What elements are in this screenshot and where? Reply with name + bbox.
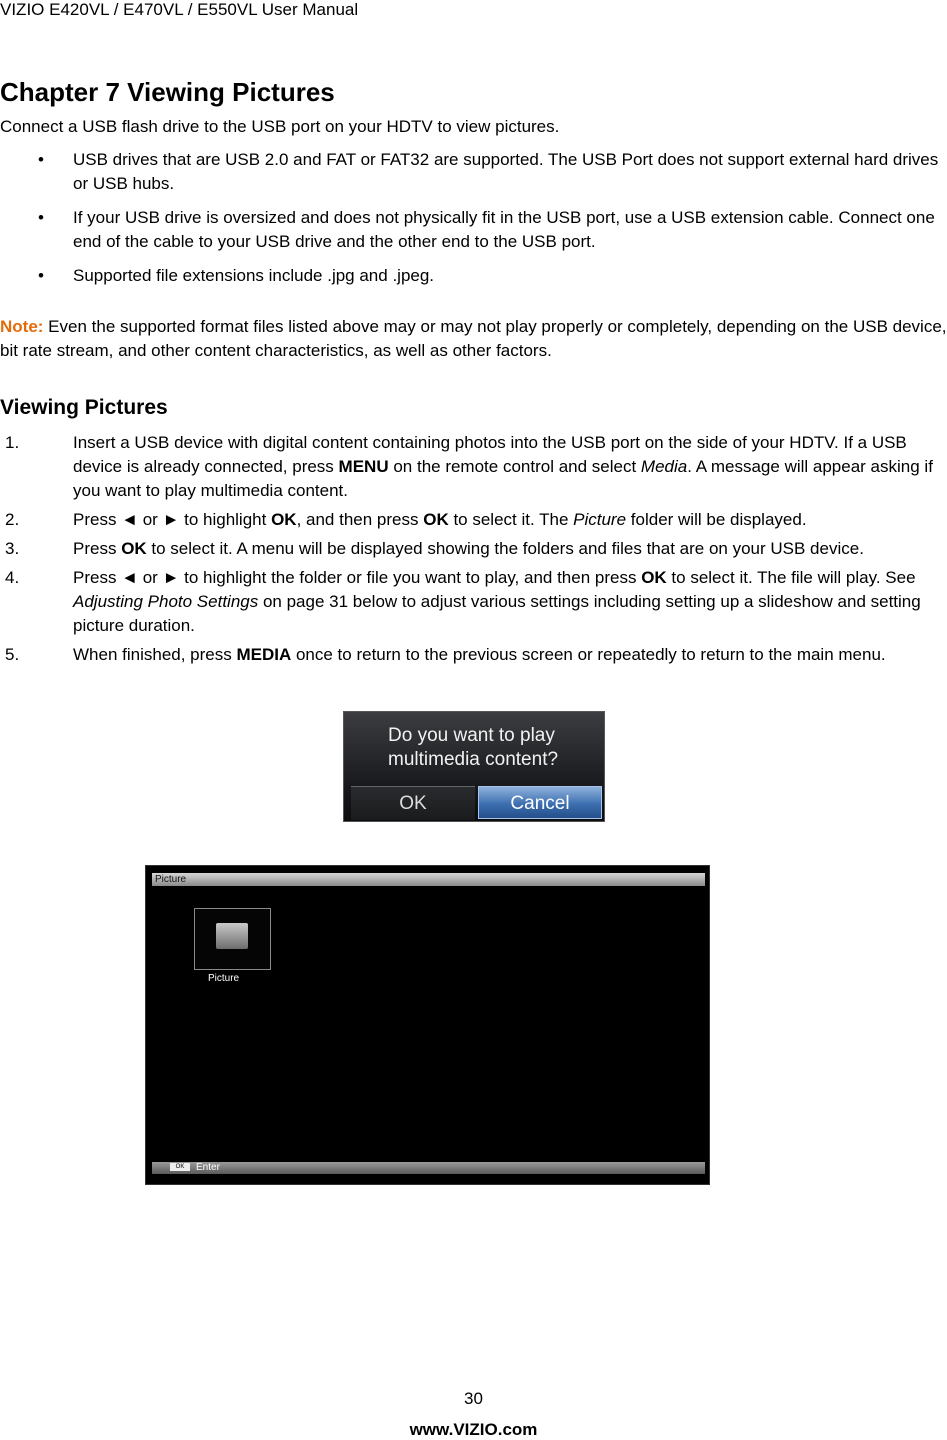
bullet-icon: • <box>38 266 44 285</box>
step-item <box>0 508 947 532</box>
note-paragraph <box>0 315 947 363</box>
step-text: Press <box>73 539 122 558</box>
page-number: 30 <box>464 1389 483 1408</box>
enter-hint: Enter <box>196 1162 220 1173</box>
list-item <box>0 206 947 254</box>
picture-browser-screen <box>145 865 710 1185</box>
step-text: to select it. The <box>448 510 574 529</box>
step-text: Press ◄ or ► to highlight <box>73 510 272 529</box>
step-item <box>0 643 947 667</box>
menu-key-label: MENU <box>338 457 389 476</box>
list-item-text: If your USB drive is oversized and does not physically fit in the USB port, use a USB extension cable. Connect one end of the cable to your USB drive and the other end to the USB port. <box>73 208 935 251</box>
ok-key-label: OK <box>641 568 667 587</box>
requirements-list <box>0 148 947 298</box>
step-number: 1. <box>5 433 20 452</box>
step-text: , and then press <box>296 510 424 529</box>
step-text: . A message will appear asking if you want to play multimedia content. <box>73 457 933 500</box>
step-number: 5. <box>5 645 20 664</box>
dialog-message-line: multimedia content? <box>388 749 559 770</box>
cancel-button[interactable]: Cancel <box>478 786 602 819</box>
folder-label: Picture <box>208 973 240 984</box>
list-item-text: USB drives that are USB 2.0 and FAT or FAT32 are supported. The USB Port does not support external hard drives or USB hubs. <box>73 150 939 193</box>
bullet-icon: • <box>38 208 44 227</box>
list-item-text: Supported file extensions include .jpg and .jpeg. <box>73 266 435 285</box>
bullet-icon: • <box>38 150 44 169</box>
ok-key-icon: OK <box>170 1163 190 1171</box>
media-menu-term: Media <box>640 457 688 476</box>
note-label: Note: <box>0 317 44 336</box>
list-item <box>0 264 947 288</box>
step-number: 3. <box>5 539 20 558</box>
media-key-label: MEDIA <box>236 645 292 664</box>
footer-url: www.VIZIO.com <box>409 1420 538 1439</box>
ok-key-label: OK <box>423 510 449 529</box>
step-text: When finished, press <box>73 645 237 664</box>
screen-hint-bar <box>152 1162 705 1174</box>
step-text: folder will be displayed. <box>626 510 807 529</box>
step-text: once to return to the previous screen or repeatedly to return to the main menu. <box>291 645 886 664</box>
steps-list <box>0 431 947 672</box>
step-text: to select it. A menu will be displayed showing the folders and files that are on your USB device. <box>146 539 864 558</box>
folder-icon <box>216 923 248 949</box>
section-title: Viewing Pictures <box>0 396 168 419</box>
step-text: on page 31 below to adjust various settings including setting up a slideshow and setting picture duration. <box>73 592 921 635</box>
ok-key-label: OK <box>121 539 147 558</box>
note-text: Even the supported format files listed above may or may not play properly or completely, depending on the USB device, bit rate stream, and other content characteristics, as well as other factors. <box>0 317 947 360</box>
screen-title-bar: Picture <box>152 873 705 886</box>
step-item <box>0 537 947 561</box>
ok-button[interactable]: OK <box>351 786 475 820</box>
dialog-message-line: Do you want to play <box>388 725 555 746</box>
step-item <box>0 431 947 503</box>
dialog-message <box>388 724 558 772</box>
step-text: on the remote control and select <box>388 457 641 476</box>
manual-header: VIZIO E420VL / E470VL / E550VL User Manual <box>0 0 359 19</box>
picture-folder-tile[interactable] <box>194 908 271 970</box>
chapter-intro: Connect a USB flash drive to the USB port on your HDTV to view pictures. <box>0 117 560 136</box>
ok-key-label: OK <box>271 510 297 529</box>
step-text: Press ◄ or ► to highlight the folder or file you want to play, and then press <box>73 568 642 587</box>
step-text: to select it. The file will play. See <box>666 568 916 587</box>
multimedia-prompt-dialog <box>343 711 605 822</box>
step-number: 2. <box>5 510 20 529</box>
picture-folder-term: Picture <box>573 510 627 529</box>
cross-reference: Adjusting Photo Settings <box>73 592 259 611</box>
step-text: Insert a USB device with digital content containing photos into the USB port on the side of your HDTV. If a USB device is already connected, press <box>73 433 907 476</box>
step-item <box>0 566 947 638</box>
list-item <box>0 148 947 196</box>
chapter-title: Chapter 7 Viewing Pictures <box>0 77 335 107</box>
step-number: 4. <box>5 568 20 587</box>
